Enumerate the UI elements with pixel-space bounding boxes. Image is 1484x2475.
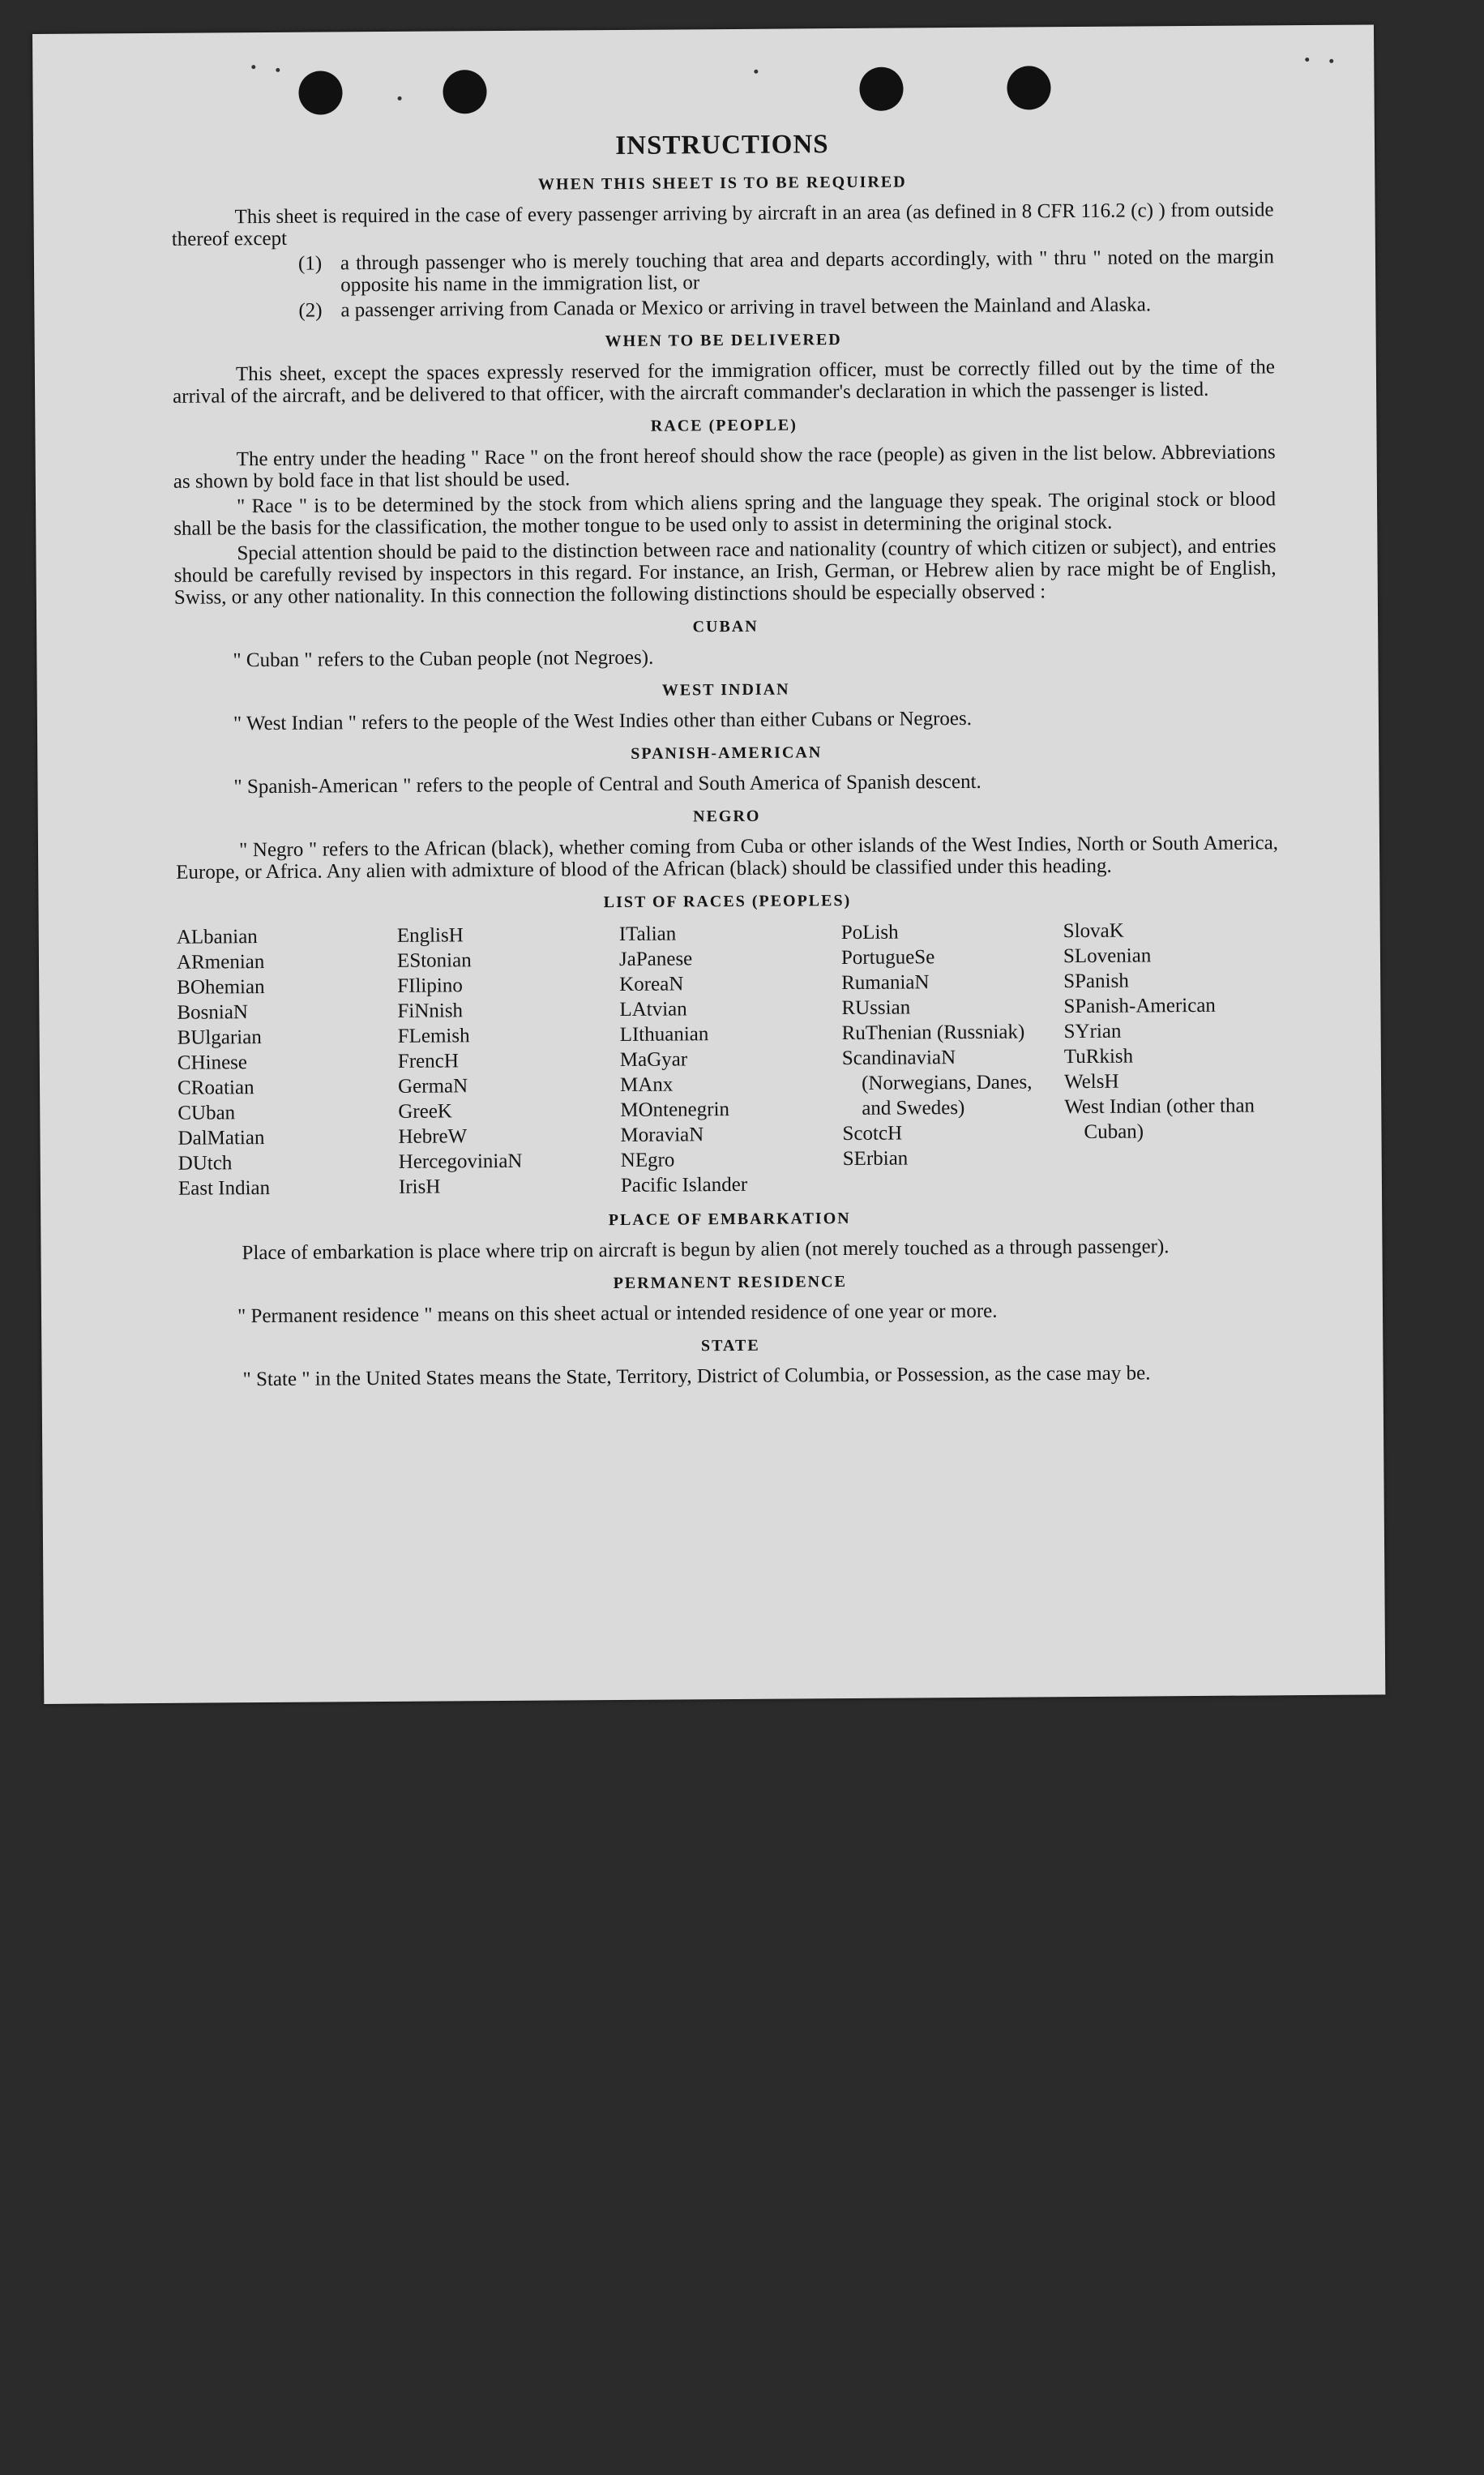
- state-text: " State " in the United States means the State, Territory, District of Columbia, or Possession, as the case may be.: [242, 1362, 1151, 1391]
- races-list: [177, 917, 1281, 1201]
- race-entry: PortugueSe: [840, 946, 935, 970]
- race-entry: FrencH: [397, 1050, 459, 1073]
- race-entry: FiNnish: [397, 1000, 464, 1022]
- scan-speck: [398, 96, 402, 101]
- section-heading-negro: NEGRO: [693, 807, 761, 826]
- race-entry: MOntenegrin: [620, 1098, 730, 1121]
- exception-item: [298, 246, 1274, 296]
- race-entry: SPanish: [1063, 970, 1129, 993]
- west-indian-text: " West Indian " refers to the people of the West Indies other than either Cubans or Negroes.: [233, 707, 973, 735]
- scan-speck: [754, 70, 758, 74]
- race-entry: MoraviaN: [620, 1124, 704, 1146]
- race-entry: ScandinaviaN (Norwegians, Danes, and Swedes): [841, 1047, 1033, 1120]
- race-entry: CUban: [177, 1102, 236, 1124]
- section-heading-race: RACE (PEOPLE): [650, 416, 798, 435]
- punch-hole: [443, 70, 486, 113]
- spanish-american-text: " Spanish-American " refers to the people of Central and South America of Spanish descent.: [233, 770, 981, 799]
- residence-text: " Permanent residence " means on this sheet actual or intended residence of one year or more.: [237, 1300, 998, 1328]
- race-entry: IrisH: [398, 1175, 441, 1198]
- race-entry: ITalian: [618, 923, 677, 945]
- embarkation-text: Place of embarkation is place where trip on aircraft is begun by alien (not merely touched as a through passenger).: [242, 1235, 1170, 1265]
- punch-hole: [859, 67, 903, 111]
- scan-speck: [1305, 58, 1309, 62]
- race-entry: MaGyar: [619, 1048, 688, 1071]
- race-entry: RuThenian (Russniak): [841, 1021, 1025, 1045]
- races-column-5: [1063, 917, 1276, 1195]
- section-heading-delivered: WHEN TO BE DELIVERED: [605, 331, 842, 351]
- exception-text: a passenger arriving from Canada or Mexico or arriving in travel between the Mainland and Alaska.: [340, 293, 1152, 322]
- section-heading-embarkation: PLACE OF EMBARKATION: [608, 1209, 851, 1230]
- race-entry: FIlipino: [397, 974, 463, 997]
- race-entry: GreeK: [398, 1100, 453, 1123]
- race-entry: HebreW: [398, 1125, 468, 1148]
- races-column-1: [177, 923, 399, 1201]
- page-title: INSTRUCTIONS: [615, 130, 829, 161]
- exception-item: [298, 293, 1274, 321]
- negro-text: " Negro " refers to the African (black), whether coming from Cuba or other islands of the West Indies, North or South America, Europe, or Africa. Any alien with admixture of blood of the African (black) should be classified under this heading.: [176, 832, 1279, 884]
- section-heading-required: WHEN THIS SHEET IS TO BE REQUIRED: [537, 173, 907, 194]
- section-heading-residence: PERMANENT RESIDENCE: [613, 1273, 847, 1293]
- race-entry: SErbian: [842, 1147, 909, 1171]
- race-entry: SPanish-American: [1063, 994, 1216, 1018]
- document-page: [32, 24, 1385, 1704]
- race-entry: CRoatian: [177, 1077, 254, 1099]
- section-heading-spanish-american: SPANISH-AMERICAN: [631, 743, 823, 763]
- race-entry: ALbanian: [176, 926, 258, 948]
- race-entry: Pacific Islander: [620, 1173, 748, 1197]
- race-entry: CHinese: [177, 1051, 248, 1074]
- race-entry: ScotcH: [842, 1122, 903, 1145]
- punch-hole: [1007, 66, 1050, 109]
- race-entry: PoLish: [840, 921, 899, 944]
- race-paragraph-3: Special attention should be paid to the distinction between race and nationality (country of which citizen or subject), and entries should be carefully revised by inspectors in this regard. For instance, an Irish, German, or Hebrew alien by race might be of English, Swiss, or any other nationality. In this connection the following distinctions should be especially observed :: [173, 535, 1277, 609]
- cuban-text: " Cuban " refers to the Cuban people (not Negroes).: [233, 646, 654, 672]
- race-entry: KoreaN: [619, 973, 684, 996]
- race-entry: LAtvian: [619, 998, 687, 1021]
- race-entry: JaPanese: [618, 948, 693, 970]
- race-entry: RUssian: [841, 996, 911, 1020]
- exception-number: (1): [297, 252, 323, 275]
- section-heading-state: STATE: [700, 1336, 760, 1355]
- races-column-4: [841, 918, 1065, 1197]
- race-entry: HercegoviniaN: [398, 1150, 523, 1173]
- races-column-3: [619, 920, 843, 1198]
- race-entry: NEgro: [620, 1149, 675, 1171]
- race-entry: EStonian: [396, 949, 472, 972]
- race-entry: BosniaN: [177, 1001, 249, 1024]
- section-heading-cuban: CUBAN: [692, 617, 759, 636]
- section-heading-west-indian: WEST INDIAN: [661, 680, 790, 700]
- scan-speck: [251, 65, 255, 69]
- race-entry: East Indian: [177, 1176, 271, 1200]
- scan-speck: [276, 68, 280, 72]
- race-entry: DalMatian: [177, 1127, 265, 1150]
- race-entry: LIthuanian: [619, 1023, 709, 1046]
- exception-text: a through passenger who is merely touching that area and departs accordingly, with " thru " noted on the margin opposite his name in the immigration list, or: [340, 246, 1275, 297]
- race-entry: West Indian (other than Cuban): [1064, 1094, 1255, 1143]
- race-entry: RumaniaN: [841, 971, 930, 995]
- scan-speck: [1329, 59, 1333, 63]
- races-column-2: [397, 922, 621, 1200]
- race-entry: SYrian: [1063, 1020, 1122, 1043]
- race-paragraph-2: " Race " is to be determined by the stock from which aliens spring and the language they speak. The original stock or blood shall be the basis for the classification, the mother tongue to be used only to assist in determining the original stock.: [173, 488, 1277, 540]
- section-heading-races-list: LIST OF RACES (PEOPLES): [603, 891, 852, 912]
- race-entry: GermaN: [397, 1075, 468, 1098]
- race-paragraph-1: The entry under the heading " Race " on the front hereof should show the race (people) as given in the list below. Abbreviations as shown by bold face in that list should be used.: [173, 441, 1276, 493]
- punch-hole: [298, 71, 342, 114]
- race-entry: TuRkish: [1063, 1045, 1134, 1068]
- delivered-text: This sheet, except the spaces expressly reserved for the immigration officer, must be correctly filled out by the time of the arrival of the aircraft, and be delivered to that officer, with the aircraft commander's declaration in which the passenger is listed.: [173, 356, 1275, 408]
- race-entry: ARmenian: [176, 951, 265, 974]
- race-entry: DUtch: [177, 1152, 233, 1175]
- race-entry: BUlgarian: [177, 1026, 262, 1049]
- race-entry: FLemish: [397, 1025, 470, 1047]
- instructions-body: [171, 131, 1282, 1394]
- race-entry: SlovaK: [1063, 919, 1124, 943]
- required-intro: This sheet is required in the case of every passenger arriving by aircraft in an area (as defined in 8 CFR 116.2 (c) ) from outside thereof except: [171, 199, 1274, 250]
- race-entry: WelsH: [1063, 1070, 1119, 1094]
- race-entry: MAnx: [619, 1073, 674, 1096]
- race-entry: BOhemian: [177, 976, 265, 999]
- exception-number: (2): [298, 299, 323, 322]
- race-entry: SLovenian: [1063, 944, 1152, 968]
- race-entry: EnglisH: [396, 924, 464, 947]
